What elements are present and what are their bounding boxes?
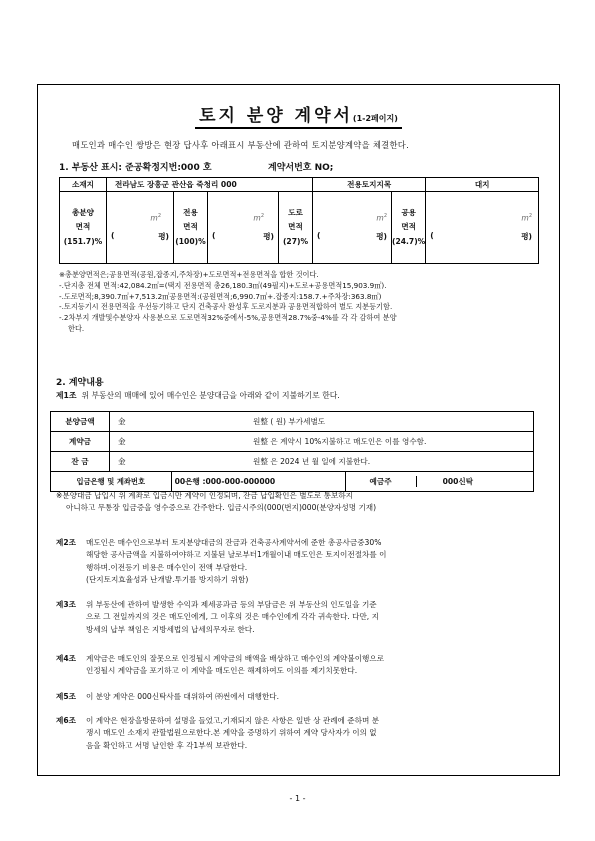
article-line: (단지토지효율성과 난개발.투기를 방지하기 위함) [86,574,249,584]
section2-heading: 2. 계약내용 [56,378,104,388]
article-5-label: 제5조 [56,692,76,701]
article-line: 계약금은 매도인의 잘못으로 인정될시 계약금의 배액을 배상하고 매수인의 계약불이행으로 [86,654,385,663]
unit-m2: m [376,213,384,223]
page-number: - 1 - [289,794,306,803]
common-area-value [426,192,539,264]
total-area-label-3: (151.7)% [63,236,103,246]
article-line: 해당한 공사금액을 지불하여야하고 지불된 날로부터1개월이내 매도인은 토지이전절차를 이 [86,550,387,560]
article-6-label: 제6조 [56,716,76,725]
balance-text: 원整 은 2024 년 월 일에 지불한다. [253,457,371,466]
total-area-value [107,192,174,264]
article-2 [56,537,386,586]
pyeong-close: 평) [376,231,387,241]
title-area [38,101,559,129]
article-1 [56,390,340,401]
sale-amount-text: 원整 ( 원) 부가세별도 [253,417,326,426]
deposit-label: 계약금 [51,432,110,452]
pyeong-close: 평) [158,231,169,241]
note-line: -.토지등기시 전용면적을 우선등기하고 단지 건축공사 완성후 도로지분과 공용면적합하여 별도 지분등기함. [59,302,393,312]
article-4-label: 제4조 [56,654,76,663]
article-line: 이 계약은 현장을방문하여 설명을 들었고,기재되지 않은 사항은 일반 상 관례에 준하며 분 [86,716,380,725]
article-line: 행하며.이전등기 비용은 매수인이 전액 부담한다. [86,562,248,572]
article-line: 위 부동산에 관하여 발생한 수익과 제세공과금 등의 부담금은 위 부동산의 인도일을 기준 [86,600,377,609]
area-notes [59,270,397,335]
note-line: -.2차부지 개발및수분양자 사용분으로 도로면적32%중에서-5%,공용면적28.7%중-4%를 각 각 감하여 분양 [59,313,397,323]
pyeong-close: 평) [521,231,532,241]
pyeong-open: ( [317,230,321,240]
article-3-label: 제3조 [56,600,76,609]
account-holder-value: 000신탁 [442,477,474,486]
title-text: 토지 분양 계약서 [199,106,353,126]
exclusive-area-label-3: (100)% [175,236,206,246]
account-holder [345,472,533,492]
unit-sup: 2 [528,213,532,220]
pyeong-open: ( [212,230,216,240]
payment-note-line: 아니하고 무통장 입금증을 영수증으로 간주한다. 입금시주의(000(번지)000(분양자성명 기재) [66,503,377,513]
deposit-value [110,432,534,452]
page-title [195,101,402,129]
unit-m2: m [253,213,261,223]
article-5 [56,691,279,703]
article-line: 매도인은 매수인으로부터 토지분양대금의 잔금과 건축공사계약서에 준한 총공사금중30% [86,538,382,547]
article-6 [56,715,379,752]
land-category-value: 대지 [426,178,539,192]
pyeong-close: 평) [263,231,274,241]
note-line: ※총분양면적은;공용면적(공원,잡종지,주차장)+도로면적+전용면적을 합한 것이다. [59,270,319,279]
road-area-value [313,192,392,264]
total-area-label [60,192,107,264]
contract-frame [37,84,560,776]
article-line: 인정될시 계약금을 포기하고 이 계약을 매도인은 해제하여도 이의를 제기치못한다. [86,666,358,676]
article-line: 음을 확인하고 서명 날인한 후 각1부씩 보관한다. [86,740,248,750]
exclusive-area-label-1: 전용 [183,207,198,217]
article-2-label: 제2조 [56,538,76,547]
pyeong-open: ( [111,230,115,240]
road-area-label-2: 면적 [288,222,303,232]
unit-sup: 2 [383,213,387,220]
common-area-label-2: 면적 [401,222,416,232]
common-area-label-1: 공용 [401,207,416,217]
total-area-label-2: 면적 [75,222,91,232]
kum-mark: 金 [118,437,126,446]
exclusive-area-value [208,192,279,264]
article-line: 이 분양 계약은 000신탁사를 대위하여 ㈜썬에서 대행한다. [86,692,280,701]
balance-label: 잔 금 [51,452,110,472]
unit-sup: 2 [260,213,264,220]
article-3 [56,599,379,636]
article-1-text: 위 부동산의 매매에 있어 매수인은 분양대금을 아래와 같이 지불하기로 한다. [81,391,340,400]
article-line: 쟁시 매도인 소재지 관할법원으로한다.본 계약을 증명하기 위하여 계약 당사자가 이의 없 [86,728,377,738]
exclusive-area-label-2: 면적 [183,222,198,232]
common-area-label [392,192,426,264]
article-4 [56,653,384,678]
location-value: 전라남도 장흥군 관산읍 죽청리 000 [107,178,313,192]
unit-m2: m [521,213,529,223]
pyeong-open: ( [430,230,434,240]
bank-account-value: 00은행 :000-000-000000 [171,472,345,492]
note-line: -.도로면적;8,390.7㎡+7,513.2㎡공용면적:(공원면적;6,990.7㎡+.잡종지:158.7.+주차장:363.8㎡) [59,291,382,301]
sale-amount-label: 분양금액 [51,412,110,432]
total-area-label-1: 총분양 [71,207,94,217]
note-line: 한다. [68,323,85,333]
exclusive-area-label [174,192,208,264]
title-subtitle: (1-2페이지) [352,114,398,123]
land-category-label: 전용토지지목 [313,178,426,192]
balance-value [110,452,534,472]
note-line: -.단지총 전체 면적:42,084.2㎡=(택지 전용면적 총26,180.3㎡(49필지)+도로+공용면적15,903.9㎡). [59,280,387,290]
unit-m2: m [150,213,158,223]
road-area-label-1: 도로 [288,207,303,217]
location-label: 소재지 [60,178,107,192]
common-area-label-3: (24.7)% [392,236,426,246]
road-area-label [279,192,313,264]
bank-account-label: 입금은행 및 계좌번호 [51,472,172,492]
kum-mark: 金 [118,417,126,426]
deposit-text: 원整 은 계약시 10%지불하고 매도인은 이를 영수함. [253,437,427,446]
article-line: 으로 그 전일까지의 것은 매도인에게, 그 이후의 것은 매수인에게 각각 귀속한다. 다만, 지 [86,612,379,622]
payment-note [56,490,376,515]
payment-note-line: ※분양대금 납입시 위 계좌로 입금시만 계약이 인정되며, 잔금 납입확인은 별도로 통보하지 [56,491,353,500]
road-area-label-3: (27)% [282,236,309,246]
article-1-label: 제1조 [56,391,77,400]
account-holder-label: 예금주 [346,476,417,487]
payment-table [50,411,534,492]
intro-text: 매도인과 매수인 쌍방은 현장 답사후 아래표시 부동산에 관하여 토지분양계약을 체결한다. [72,140,410,150]
sale-amount-value [110,412,534,432]
section1-heading: 1. 부동산 표시: 준공확정지번:000 호 [59,163,212,173]
land-info-table [59,177,539,264]
article-line: 방세의 납부 책임은 지방세법의 납세의무자로 한다. [86,624,255,634]
unit-sup: 2 [157,213,161,220]
kum-mark: 金 [118,457,126,466]
contract-number-label: 계약서번호 NO; [268,163,334,173]
